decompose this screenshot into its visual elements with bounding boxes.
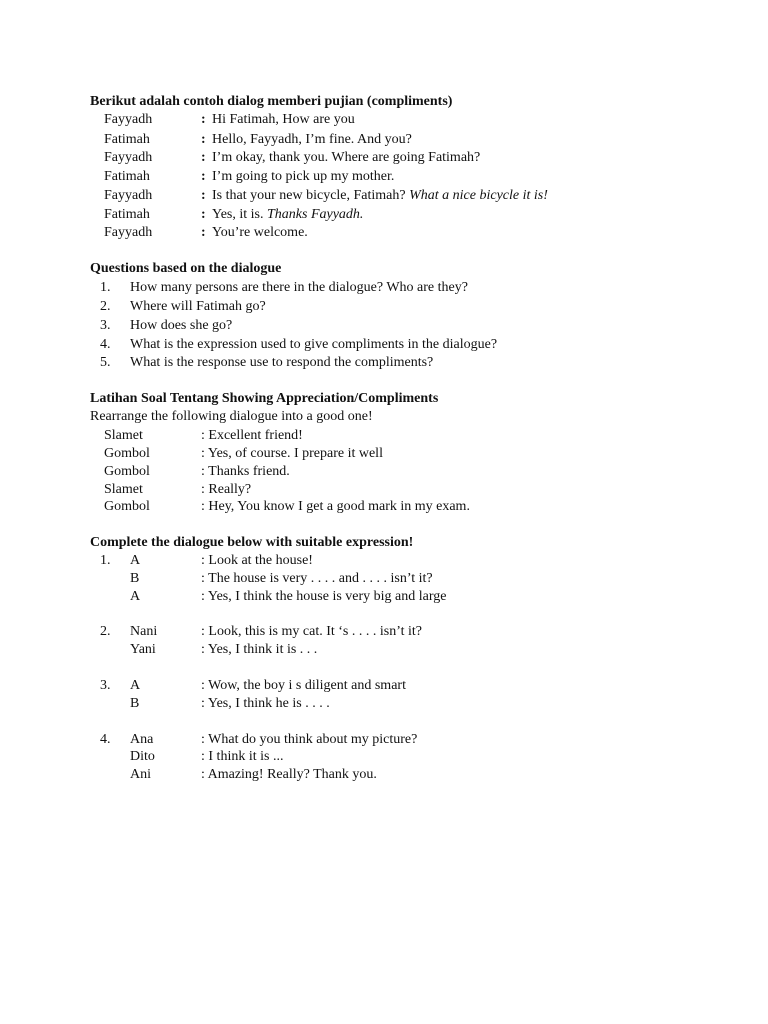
- dialogue-text: : Really?: [201, 482, 252, 497]
- dialogue-colon: :: [201, 225, 206, 240]
- exercise-number: 4.: [100, 732, 111, 747]
- dialogue-text: You’re welcome.: [212, 225, 308, 240]
- dialogue-text: I’m okay, thank you. Where are going Fatimah?: [212, 150, 481, 165]
- dialogue-speaker: Fatimah: [104, 169, 150, 184]
- dialogue-text: [212, 187, 548, 205]
- dialogue-text: : Yes, I think the house is very big and large: [201, 589, 447, 604]
- question-number: 3.: [100, 318, 111, 333]
- question-number: 1.: [100, 280, 111, 295]
- dialogue-text: : Look at the house!: [201, 553, 313, 568]
- dialogue-text: : Excellent friend!: [201, 428, 303, 443]
- question-text: What is the expression used to give compliments in the dialogue?: [130, 337, 498, 352]
- dialogue-text: : Look, this is my cat. It ‘s . . . . isn’t it?: [201, 624, 423, 639]
- dialogue-text: : I think it is ...: [201, 749, 284, 764]
- section4-title: Complete the dialogue below with suitable expression!: [90, 535, 414, 550]
- dialogue-speaker: Yani: [130, 642, 156, 657]
- question-number: 2.: [100, 299, 111, 314]
- dialogue-text: : Amazing! Really? Thank you.: [201, 767, 377, 782]
- dialogue-speaker: Gombol: [104, 446, 150, 461]
- section3-title: Latihan Soal Tentang Showing Appreciation/Compliments: [90, 391, 439, 406]
- section2-title: Questions based on the dialogue: [90, 261, 282, 276]
- dialogue-text-italic: What a nice bicycle it is!: [409, 188, 548, 203]
- dialogue-speaker: Fatimah: [104, 207, 150, 222]
- dialogue-text: : Thanks friend.: [201, 464, 290, 479]
- dialogue-text: : The house is very . . . . and . . . . isn’t it?: [201, 571, 433, 586]
- question-text: How does she go?: [130, 318, 233, 333]
- dialogue-colon: :: [201, 169, 206, 184]
- dialogue-speaker: B: [130, 696, 140, 711]
- dialogue-speaker: Gombol: [104, 464, 150, 479]
- dialogue-text-italic: Thanks Fayyadh.: [267, 207, 364, 222]
- section1-title: Berikut adalah contoh dialog memberi pujian (compliments): [90, 94, 453, 109]
- dialogue-text-plain: Is that your new bicycle, Fatimah?: [212, 188, 410, 203]
- dialogue-text: : Wow, the boy i s diligent and smart: [201, 678, 406, 693]
- exercise-number: 3.: [100, 678, 111, 693]
- question-number: 4.: [100, 337, 111, 352]
- dialogue-speaker: Dito: [130, 749, 155, 764]
- dialogue-speaker: Fayyadh: [104, 150, 153, 165]
- question-text: Where will Fatimah go?: [130, 299, 266, 314]
- dialogue-speaker: Slamet: [104, 428, 143, 443]
- exercise-number: 2.: [100, 624, 111, 639]
- question-text: How many persons are there in the dialogue? Who are they?: [130, 280, 468, 295]
- question-number: 5.: [100, 355, 111, 370]
- dialogue-speaker: Fayyadh: [104, 112, 153, 127]
- dialogue-speaker: Fayyadh: [104, 225, 153, 240]
- section3-instruction: Rearrange the following dialogue into a good one!: [90, 409, 373, 424]
- dialogue-text: : Yes, of course. I prepare it well: [201, 446, 383, 461]
- question-text: What is the response use to respond the compliments?: [130, 355, 434, 370]
- dialogue-speaker: Fatimah: [104, 132, 150, 147]
- dialogue-text-plain: Yes, it is.: [212, 207, 267, 222]
- dialogue-text: : Hey, You know I get a good mark in my exam.: [201, 499, 470, 514]
- dialogue-speaker: Slamet: [104, 482, 143, 497]
- dialogue-text: Hello, Fayyadh, I’m fine. And you?: [212, 132, 412, 147]
- exercise-number: 1.: [100, 553, 111, 568]
- dialogue-text: [212, 206, 363, 224]
- dialogue-speaker: Ani: [130, 767, 151, 782]
- dialogue-colon: :: [201, 112, 206, 127]
- dialogue-colon: :: [201, 207, 206, 222]
- dialogue-text: I’m going to pick up my mother.: [212, 169, 395, 184]
- dialogue-speaker: Nani: [130, 624, 158, 639]
- dialogue-speaker: Fayyadh: [104, 188, 153, 203]
- dialogue-colon: :: [201, 150, 206, 165]
- dialogue-speaker: A: [130, 678, 141, 693]
- dialogue-speaker: B: [130, 571, 140, 586]
- dialogue-speaker: A: [130, 553, 141, 568]
- dialogue-speaker: A: [130, 589, 141, 604]
- dialogue-text: Hi Fatimah, How are you: [212, 112, 355, 127]
- dialogue-text: : What do you think about my picture?: [201, 732, 418, 747]
- dialogue-speaker: Gombol: [104, 499, 150, 514]
- dialogue-speaker: Ana: [130, 732, 154, 747]
- dialogue-colon: :: [201, 132, 206, 147]
- dialogue-text: : Yes, I think he is . . . .: [201, 696, 330, 711]
- dialogue-text: : Yes, I think it is . . .: [201, 642, 318, 657]
- dialogue-colon: :: [201, 188, 206, 203]
